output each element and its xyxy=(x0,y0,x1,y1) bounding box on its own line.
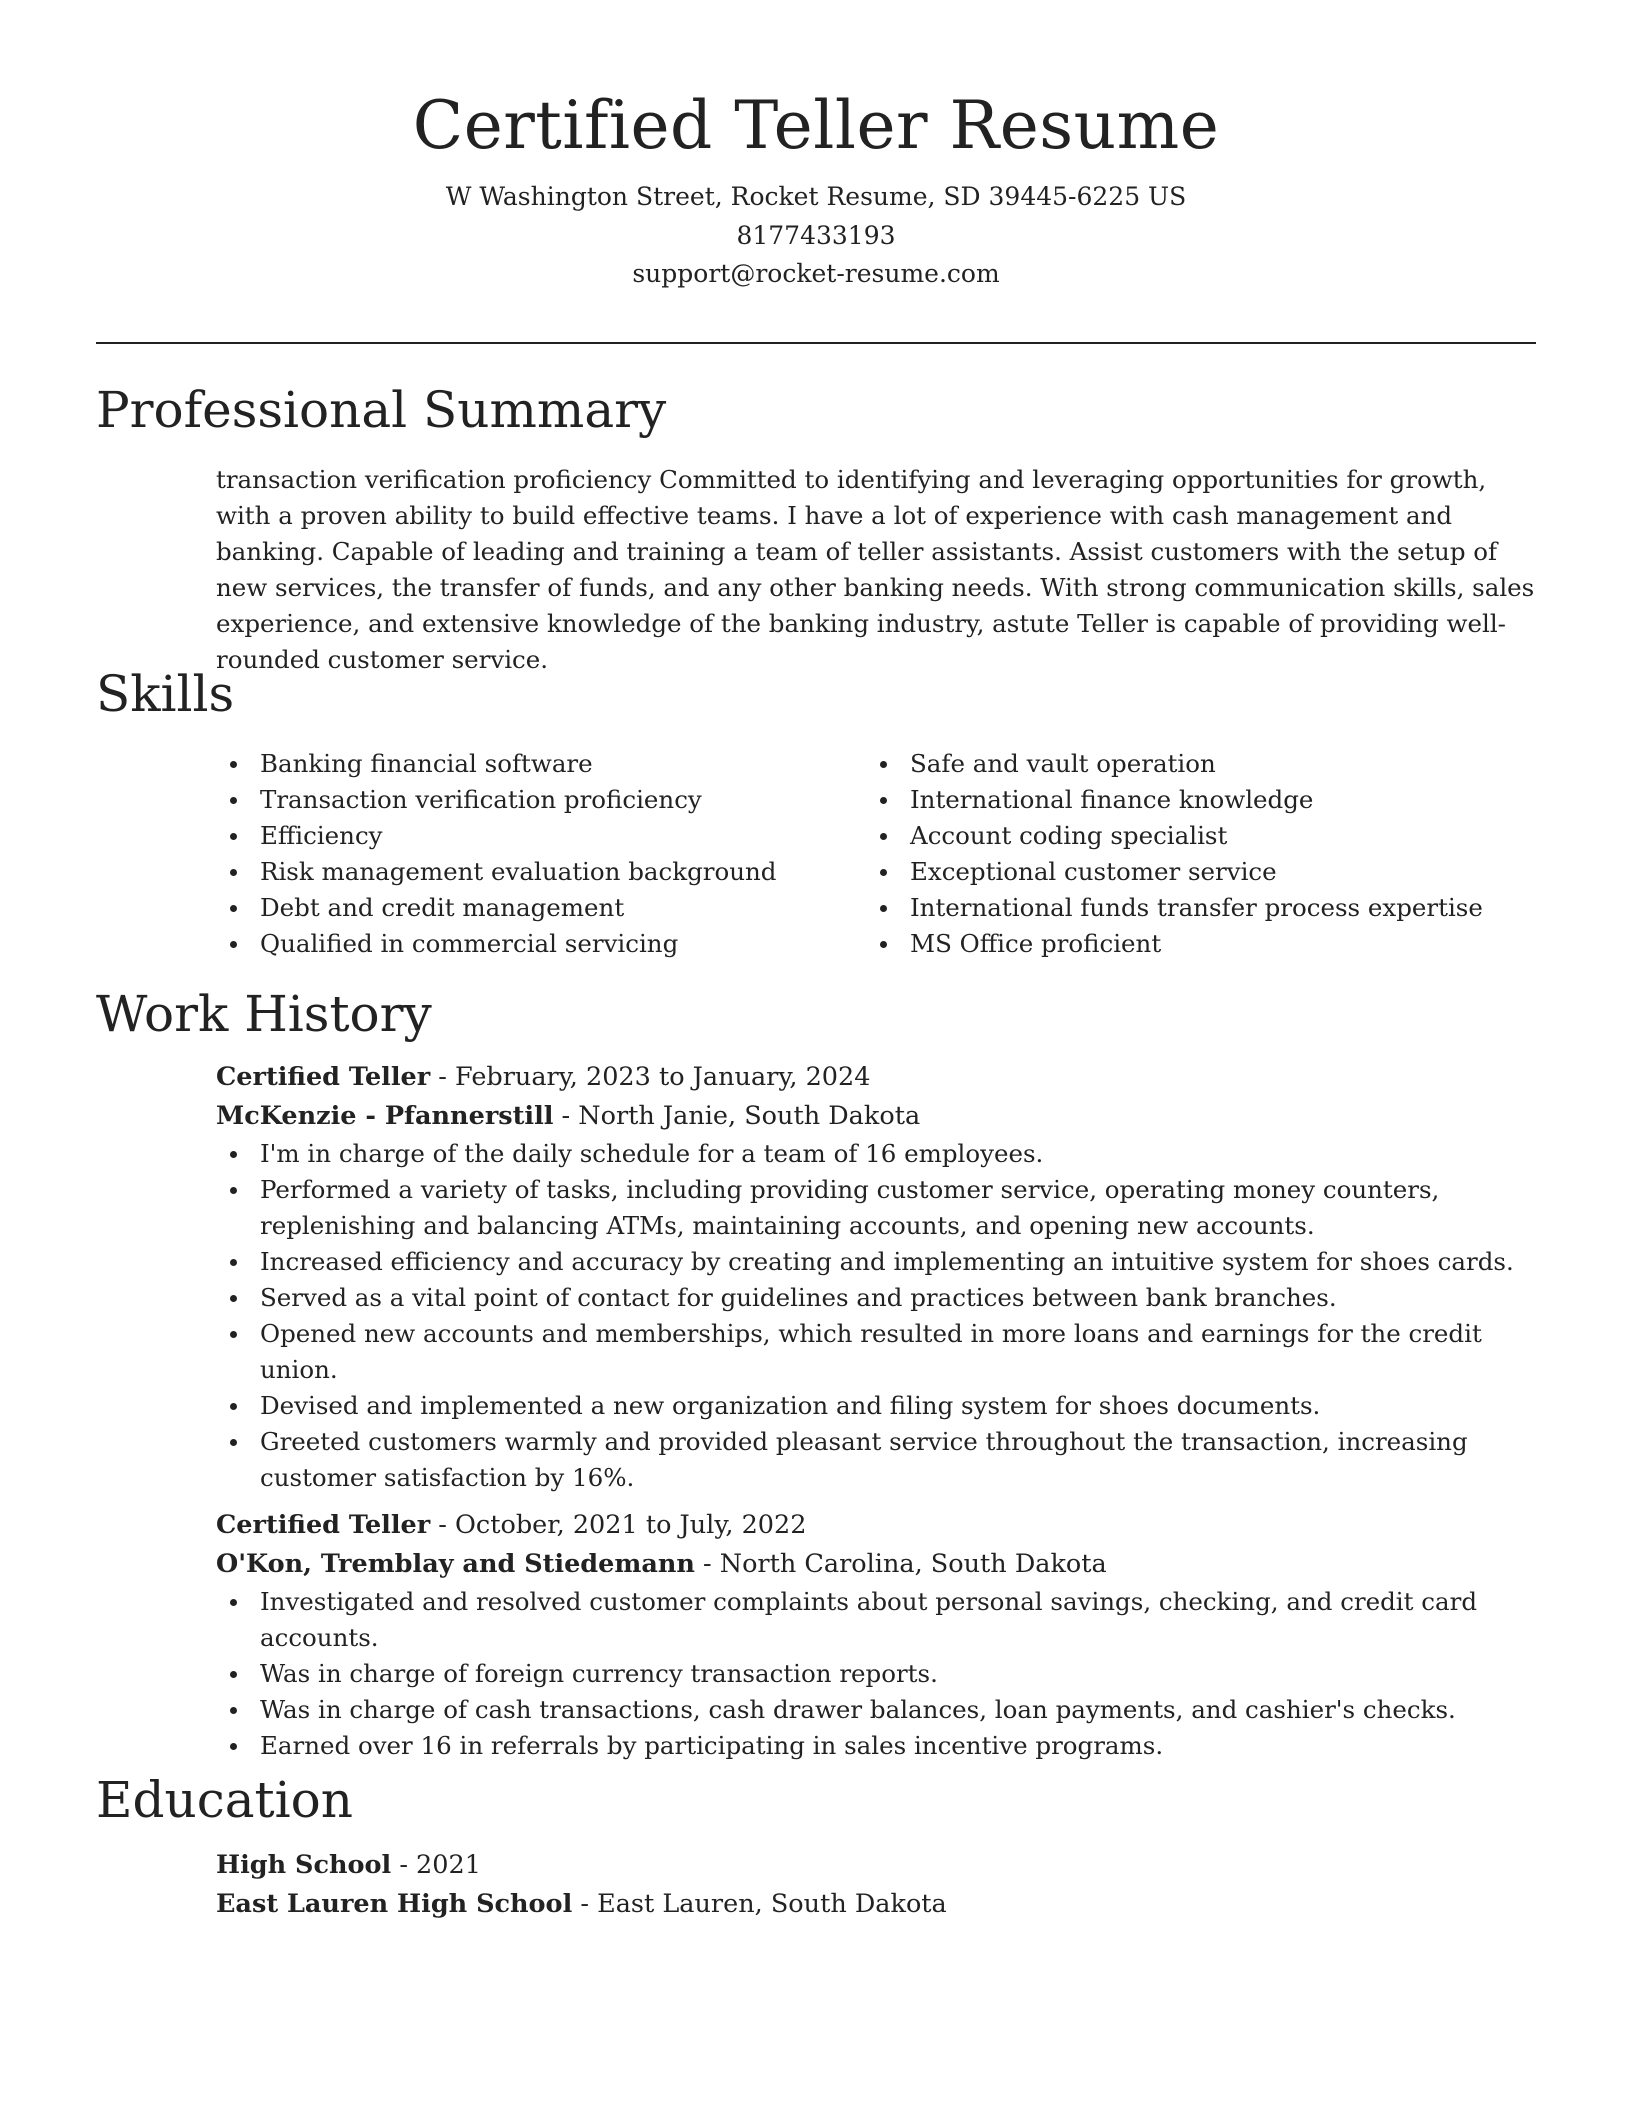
job-duty: Served as a vital point of contact for guidelines and practices between bank branches. xyxy=(216,1280,1536,1316)
education-degree: High School xyxy=(216,1850,392,1880)
education-school: East Lauren High School xyxy=(216,1889,573,1919)
separator: - xyxy=(430,1062,456,1092)
contact-phone: 8177433193 xyxy=(736,220,896,250)
job-company: McKenzie - Pfannerstill xyxy=(216,1101,554,1131)
section-title-summary: Professional Summary xyxy=(96,381,667,439)
skills-column-left xyxy=(216,746,866,962)
resume-header xyxy=(96,84,1536,294)
skill-item: Exceptional customer service xyxy=(866,854,1536,890)
contact-address: W Washington Street, Rocket Resume, SD 39445-6225 US xyxy=(445,182,1187,211)
job-duty: I'm in charge of the daily schedule for a team of 16 employees. xyxy=(216,1136,1536,1172)
job-dates: October, 2021 to July, 2022 xyxy=(455,1510,807,1540)
job-location: North Janie, South Dakota xyxy=(578,1101,921,1131)
job-location: North Carolina, South Dakota xyxy=(719,1549,1107,1579)
job-duty: Investigated and resolved customer complaints about personal savings, checking, and credit card accounts. xyxy=(216,1584,1536,1656)
separator: - xyxy=(391,1850,417,1880)
education-year: 2021 xyxy=(416,1850,481,1880)
education-entry xyxy=(216,1846,1536,1924)
job-duty: Earned over 16 in referrals by participating in sales incentive programs. xyxy=(216,1728,1536,1764)
skill-item: Efficiency xyxy=(216,818,866,854)
skill-item: Qualified in commercial servicing xyxy=(216,926,866,962)
separator: - xyxy=(572,1889,598,1919)
section-title-education: Education xyxy=(96,1771,353,1829)
job-dates: February, 2023 to January, 2024 xyxy=(455,1062,871,1092)
job-duties-list xyxy=(216,1584,1536,1764)
job-entry-1 xyxy=(216,1058,1536,1496)
summary-text: transaction verification proficiency Committed to identifying and leveraging opportunities for growth, with a proven ability to build effective teams. I have a lot of experience with cash management and banking. Capable of leading and training a team of teller assistants. Assist customers with the setup of new services, the transfer of funds, and any other banking needs. With strong communication skills, sales experience, and extensive knowledge of the banking industry, astute Teller is capable of providing well-rounded customer service. xyxy=(216,465,1535,674)
job-duty: Was in charge of cash transactions, cash drawer balances, loan payments, and cashier's checks. xyxy=(216,1692,1536,1728)
skill-item: International finance knowledge xyxy=(866,782,1536,818)
job-company: O'Kon, Tremblay and Stiedemann xyxy=(216,1549,695,1579)
skill-item: International funds transfer process expertise xyxy=(866,890,1536,926)
skill-item: Debt and credit management xyxy=(216,890,866,926)
education-location: East Lauren, South Dakota xyxy=(597,1889,947,1919)
contact-block xyxy=(96,178,1536,294)
job-duty: Devised and implemented a new organization and filing system for shoes documents. xyxy=(216,1388,1536,1424)
job-duty: Opened new accounts and memberships, which resulted in more loans and earnings for the credit union. xyxy=(216,1316,1536,1388)
separator: - xyxy=(694,1549,720,1579)
section-title-skills: Skills xyxy=(96,665,235,723)
job-duty: Increased efficiency and accuracy by creating and implementing an intuitive system for shoes cards. xyxy=(216,1244,1536,1280)
skill-item: MS Office proficient xyxy=(866,926,1536,962)
skills-column-right xyxy=(866,746,1536,962)
job-role: Certified Teller xyxy=(216,1062,431,1092)
contact-email: support@rocket-resume.com xyxy=(632,259,1000,288)
header-divider xyxy=(96,342,1536,344)
job-role: Certified Teller xyxy=(216,1510,431,1540)
education-degree-line xyxy=(216,1846,1536,1885)
job-duties-list xyxy=(216,1136,1536,1496)
resume-title: Certified Teller Resume xyxy=(412,87,1220,164)
skill-item: Risk management evaluation background xyxy=(216,854,866,890)
skill-item: Safe and vault operation xyxy=(866,746,1536,782)
job-duty: Was in charge of foreign currency transaction reports. xyxy=(216,1656,1536,1692)
separator: - xyxy=(430,1510,456,1540)
separator: - xyxy=(553,1101,579,1131)
job-duty: Greeted customers warmly and provided pleasant service throughout the transaction, increasing customer satisfaction by 16%. xyxy=(216,1424,1536,1496)
education-school-line xyxy=(216,1885,1536,1924)
section-title-work-history: Work History xyxy=(96,985,432,1043)
job-company-line xyxy=(216,1545,1536,1584)
skills-list xyxy=(216,746,1536,962)
job-entry-2 xyxy=(216,1506,1536,1764)
skill-item: Banking financial software xyxy=(216,746,866,782)
skill-item: Account coding specialist xyxy=(866,818,1536,854)
job-company-line xyxy=(216,1097,1536,1136)
skill-item: Transaction verification proficiency xyxy=(216,782,866,818)
job-title-line xyxy=(216,1506,1536,1545)
job-title-line xyxy=(216,1058,1536,1097)
job-duty: Performed a variety of tasks, including providing customer service, operating money counters, replenishing and balancing ATMs, maintaining accounts, and opening new accounts. xyxy=(216,1172,1536,1244)
